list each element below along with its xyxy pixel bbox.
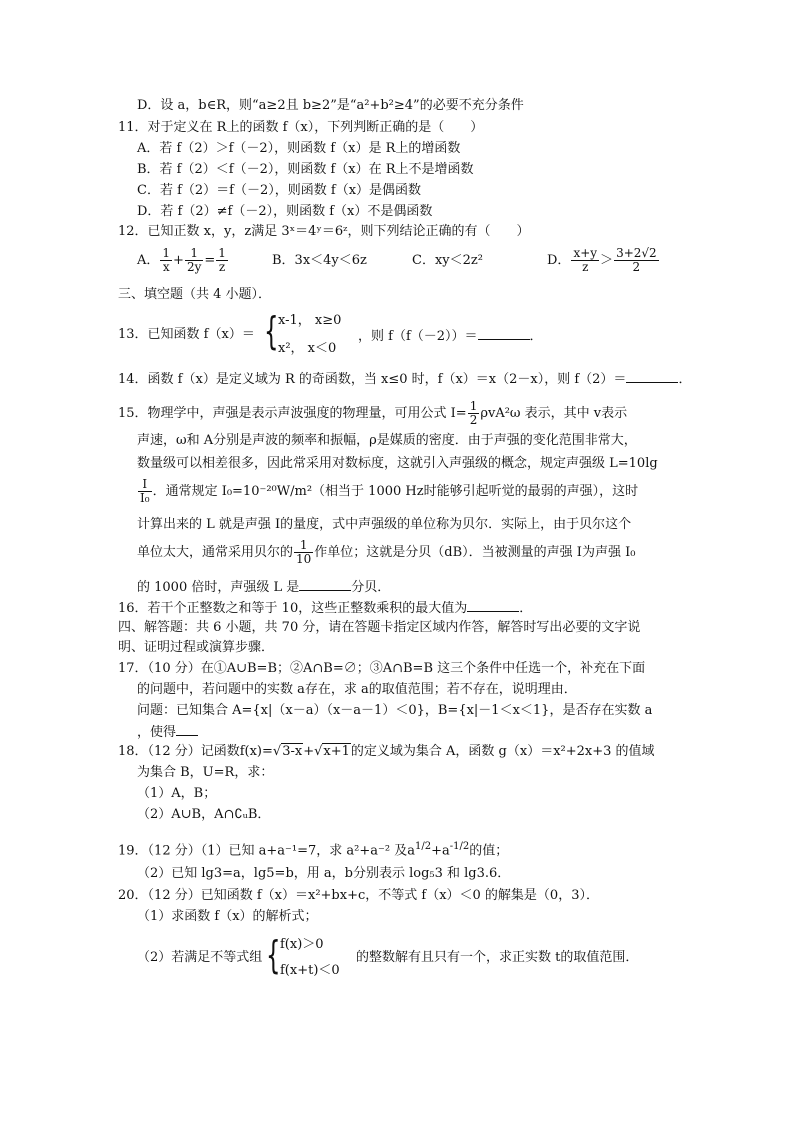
q11-option-c: C．若 f（2）＝f（－2），则函数 f（x）是偶函数 <box>137 183 422 198</box>
q12-a-label: A． <box>137 253 160 268</box>
q11-option-b: B．若 f（2）＜f（－2），则函数 f（x）在 R上不是增函数 <box>137 162 474 177</box>
q17-line-1: 17．（10 分）在①A∪B=B；②A∩B=∅；③A∩B=B 这三个条件中任选一个，补充在下面 <box>118 661 646 676</box>
q20-case-2: f(x+t)＜0 <box>280 963 340 978</box>
q12-a-frac1: $\frac{1}{x}$ <box>162 246 171 274</box>
q15-line-5: 计算出来的 L 就是声强 I的量度，式中声强级的单位称为贝尔．实际上，由于贝尔这个 <box>137 517 632 532</box>
q15-frac-half: $\frac{1}{2}$ <box>469 399 478 427</box>
q20-part-1: （1）求函数 f（x）的解析式； <box>137 909 318 924</box>
q12-option-a: A． $\frac{1}{x}$ + $\frac{1}{2y}$ = $\frac{1}{z}$ <box>137 246 226 274</box>
q15-line-6: 单位太大，通常采用贝尔的 $\frac{1}{10}$ 作单位；这就是分贝（dB）．当被测量的声强 I为声强 I₀ <box>137 538 636 566</box>
q15-line-2: 声速，ω和 A分别是声波的频率和振幅，ρ是媒质的密度．由于声强的变化范围非常大， <box>137 433 637 448</box>
q20-line-1: 20．（12 分）已知函数 f（x）＝x²+bx+c，不等式 f（x）＜0 的解集是（0，3）． <box>118 888 599 903</box>
q19-line-1: 19．（12 分）（1）已知 a+a⁻¹=7，求 a²+a⁻² 及$a^{1/2}+a^{-1/2}$的值； <box>118 841 509 859</box>
section-4-heading: 四、解答题：共 6 小题，共 70 分，请在答题卡指定区域内作答，解答时写出必要的文字说 <box>118 620 641 635</box>
q19-line-2: （2）已知 lg3=a，lg5=b，用 a，b分别表示 log₅3 和 lg3.6． <box>137 866 511 881</box>
q15-frac-ratio: $\frac{I}{\text{I₀}}$ <box>140 477 150 505</box>
q12-option-d: D． $\frac{x+y}{z}$ ＞ $\frac{3+2√2}{2}$ <box>547 246 657 274</box>
q13-prefix: 13．已知函数 f（x）＝ <box>118 327 255 342</box>
q15-line-3: 数量级可以相差很多，因此常采用对数标度，这就引入声强级的概念，规定声强级 L=10lg <box>137 456 658 471</box>
q12-d-frac-left: $\frac{x+y}{z}$ <box>573 246 598 274</box>
q13-brace: { <box>264 309 279 353</box>
q13-case-2: x²， x＜0 <box>278 341 337 356</box>
q18-line-1: 18．（12 分）记函数f(x)=√3-x+√x+1的定义域为集合 A，函数 g（x）＝x²+2x+3 的值域 <box>118 744 655 759</box>
q11-stem: 11．对于定义在 R上的函数 f（x），下列判断正确的是（ ） <box>118 120 484 135</box>
q18-part-1: （1）A，B； <box>137 786 217 801</box>
section-4-heading-cont: 明、证明过程或演算步骤． <box>118 640 275 655</box>
q15-line-1: 15．物理学中，声强是表示声波强度的物理量，可用公式 I= $\frac{1}{2}$ ρvA²ω 表示，其中 v表示 <box>118 399 628 427</box>
q11-option-d: D．若 f（2）≠f（－2），则函数 f（x）不是偶函数 <box>137 204 433 219</box>
q12-a-frac2: $\frac{1}{2y}$ <box>186 246 202 274</box>
q11-option-a: A．若 f（2）＞f（－2），则函数 f（x）是 R上的增函数 <box>137 141 461 156</box>
q17-line-2: 的问题中，若问题中的实数 a存在，求 a的取值范围；若不存在，说明理由． <box>137 682 577 697</box>
q15-frac-tenth: $\frac{1}{10}$ <box>296 538 312 566</box>
q12-option-b: B．3x＜4y＜6z <box>272 253 367 268</box>
q17-answer-blank[interactable] <box>176 723 198 736</box>
q10-option-d: D．设 a，b∈R，则“a≥2且 b≥2”是“a²+b²≥4”的必要不充分条件 <box>137 98 524 113</box>
q17-line-3: 问题：已知集合 A={x|（x－a）（x－a－1）＜0}，B={x|－1＜x＜1}，是否存在实数 a <box>137 703 653 718</box>
q12-stem: 12．已知正数 x，y，z满足 3ˣ＝4ʸ＝6ᶻ，则下列结论正确的有（ ） <box>118 224 530 239</box>
q16-text: 16．若干个正整数之和等于 10，这些正整数乘积的最大值为 ． <box>118 601 533 616</box>
q15-line-4: $\frac{I}{\text{I₀}}$ ．通常规定 I₀=10⁻²⁰W/m²（相当于 1000 Hz时能够引起听觉的最弱的声强），这时 <box>140 477 639 505</box>
q20-case-1: f(x)＞0 <box>280 937 324 952</box>
q12-option-c: C．xy＜2z² <box>412 253 483 268</box>
q20-brace: { <box>266 933 281 977</box>
q20-part-2-prefix: （2）若满足不等式组 <box>137 950 263 965</box>
q15-answer-blank[interactable] <box>299 578 351 591</box>
q14-answer-blank[interactable] <box>626 370 678 383</box>
q13-answer-blank[interactable] <box>478 327 530 340</box>
section-3-heading: 三、填空题（共 4 小题）． <box>118 287 272 302</box>
q20-part-2-suffix: 的整数解有且只有一个，求正实数 t的取值范围． <box>356 950 639 965</box>
q14-text: 14．函数 f（x）是定义域为 R 的奇函数，当 x≤0 时，f（x）＝x（2－x），则 f（2）＝ ． <box>118 372 692 387</box>
q18-part-2: （2）A∪B，A∩∁ᵤB． <box>137 807 271 822</box>
q12-a-frac3: $\frac{1}{z}$ <box>218 246 226 274</box>
q12-d-frac-right: $\frac{3+2√2}{2}$ <box>616 246 657 274</box>
q18-line-2: 为集合 B，U=R，求： <box>137 765 274 780</box>
q13-case-1: x-1， x≥0 <box>278 313 342 328</box>
q13-suffix: ，则 f（f（－2））＝ ． <box>358 329 543 344</box>
q17-line-4: ，使得 <box>137 723 198 741</box>
q15-line-7: 的 1000 倍时，声强级 L 是 分贝． <box>137 580 391 595</box>
q16-answer-blank[interactable] <box>467 599 519 612</box>
